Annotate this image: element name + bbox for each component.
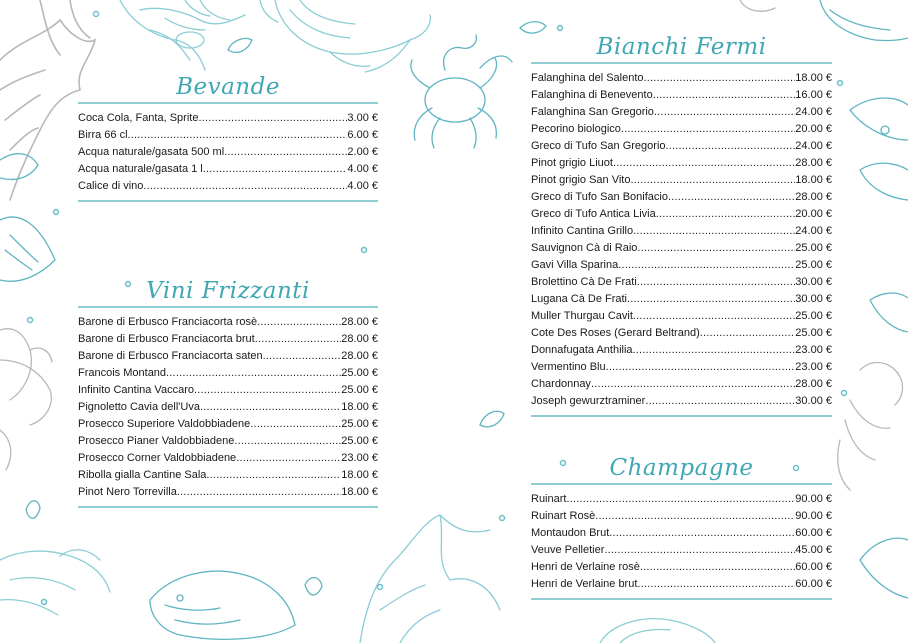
divider <box>78 506 378 508</box>
menu-item: Birra 66 cl ..... 6.00 € <box>78 127 378 144</box>
menu-item: Francois Montand ..... 25.00 € <box>78 365 378 382</box>
divider <box>78 200 378 202</box>
menu-item: Muller Thurgau Cavit ..... 25.00 € <box>531 308 832 325</box>
menu-list <box>78 314 378 501</box>
section-champagne <box>531 453 832 600</box>
menu-item: Gavi Villa Sparina ..... 25.00 € <box>531 257 832 274</box>
menu-item: Acqua naturale/gasata 1 l ..... 4.00 € <box>78 161 378 178</box>
divider <box>531 483 832 485</box>
divider <box>531 62 832 64</box>
menu-item: Falanghina del Salento ..... 18.00 € <box>531 70 832 87</box>
shrimp-illustration-bottom <box>0 550 110 615</box>
menu-item: Pignoletto Cavia dell'Uva ..... 18.00 € <box>78 399 378 416</box>
menu-item: Lugana Cà De Frati ..... 30.00 € <box>531 291 832 308</box>
menu-item: Barone di Erbusco Franciacorta saten ..... 28.00 € <box>78 348 378 365</box>
menu-item: Prosecco Superiore Valdobbiadene ..... 25.00 € <box>78 416 378 433</box>
menu-item: Falanghina San Gregorio ..... 24.00 € <box>531 104 832 121</box>
menu-list <box>531 491 832 593</box>
menu-item: Prosecco Pianer Valdobbiadene ..... 25.00 € <box>78 433 378 450</box>
menu-item: Greco di Tufo Antica Livia ..... 20.00 € <box>531 206 832 223</box>
menu-item: Brolettino Cà De Frati ..... 30.00 € <box>531 274 832 291</box>
fish-illustration-right <box>820 0 908 598</box>
menu-item: Falanghina di Benevento ..... 16.00 € <box>531 87 832 104</box>
menu-item: Donnafugata Anthilia ..... 23.00 € <box>531 342 832 359</box>
menu-item: Infinito Cantina Grillo ..... 24.00 € <box>531 223 832 240</box>
menu-item: Pinot grigio Liuot ..... 28.00 € <box>531 155 832 172</box>
section-title: Champagne <box>609 455 754 481</box>
menu-item: Calice di vino ..... 4.00 € <box>78 178 378 195</box>
divider <box>531 415 832 417</box>
menu-item: Chardonnay ..... 28.00 € <box>531 376 832 393</box>
fish-illustration <box>0 154 55 282</box>
section-title: Bevande <box>176 74 280 100</box>
divider <box>78 102 378 104</box>
seaweed-illustration-bottom <box>360 515 500 643</box>
menu-item: Henri de Verlaine brut ..... 60.00 € <box>531 576 832 593</box>
menu-item: Ruinart Rosè ..... 90.00 € <box>531 508 832 525</box>
menu-item: Barone di Erbusco Franciacorta brut ..... 28.00 € <box>78 331 378 348</box>
menu-item: Acqua naturale/gasata 500 ml ..... 2.00 € <box>78 144 378 161</box>
menu-item: Ruinart ..... 90.00 € <box>531 491 832 508</box>
divider <box>531 598 832 600</box>
menu-item: Henri de Verlaine rosè ..... 60.00 € <box>531 559 832 576</box>
section-bianchi-fermi <box>531 32 832 417</box>
menu-item: Ribolla gialla Cantine Sala ..... 18.00 € <box>78 467 378 484</box>
section-title: Bianchi Fermi <box>596 34 767 60</box>
shell-illustration <box>600 619 715 643</box>
menu-item: Sauvignon Cà di Raio ..... 25.00 € <box>531 240 832 257</box>
menu-item: Pinot Nero Torrevilla ..... 18.00 € <box>78 484 378 501</box>
menu-item: Vermentino Blu ..... 23.00 € <box>531 359 832 376</box>
menu-item: Barone di Erbusco Franciacorta rosè ..... 28.00 € <box>78 314 378 331</box>
menu-item: Pinot grigio San Vito ..... 18.00 € <box>531 172 832 189</box>
menu-item: Infinito Cantina Vaccaro ..... 25.00 € <box>78 382 378 399</box>
menu-item: Prosecco Corner Valdobbiadene ..... 23.00 € <box>78 450 378 467</box>
menu-item: Greco di Tufo San Gregorio ..... 24.00 € <box>531 138 832 155</box>
menu-item: Coca Cola, Fanta, Sprite ..... 3.00 € <box>78 110 378 127</box>
section-title: Vini Frizzanti <box>146 278 310 304</box>
divider <box>78 306 378 308</box>
section-bevande <box>78 72 378 202</box>
menu-item: Joseph gewurztraminer ..... 30.00 € <box>531 393 832 410</box>
section-vini-frizzanti <box>78 276 378 508</box>
flatfish-illustration <box>150 571 295 639</box>
menu-item: Veuve Pelletier ..... 45.00 € <box>531 542 832 559</box>
octopus-illustration <box>0 329 52 470</box>
menu-item: Greco di Tufo San Bonifacio ..... 28.00 € <box>531 189 832 206</box>
menu-item: Cote Des Roses (Gerard Beltrand) ..... 25.00 € <box>531 325 832 342</box>
lobster-illustration <box>120 0 245 70</box>
menu-item: Montaudon Brut ..... 60.00 € <box>531 525 832 542</box>
shrimp-illustration <box>260 0 430 72</box>
menu-list <box>531 70 832 410</box>
menu-item: Pecorino biologico ..... 20.00 € <box>531 121 832 138</box>
crab-illustration <box>411 35 512 148</box>
menu-list <box>78 110 378 195</box>
